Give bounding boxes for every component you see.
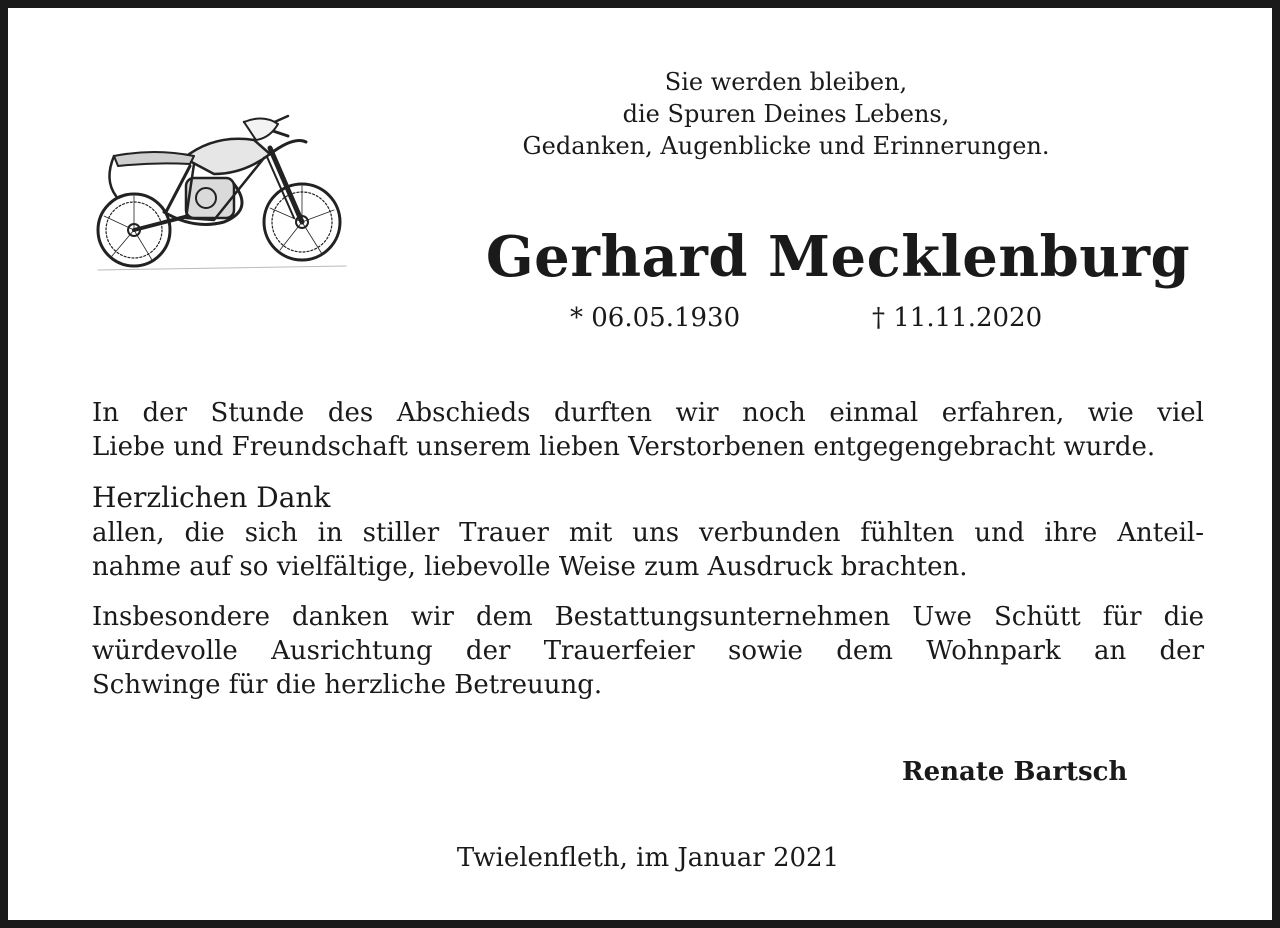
paragraph-line: In der Stunde des Abschieds durften wir noch einmal erfahren, wie viel <box>92 398 1204 428</box>
paragraph-line: allen, die sich in stiller Trauer mit uns verbunden fühlten und ihre Anteil- <box>92 518 1204 548</box>
deceased-name: Gerhard Mecklenburg <box>485 224 1191 290</box>
motorcycle-icon <box>94 100 350 278</box>
memorial-poem <box>448 66 1124 162</box>
paragraph-line: Schwinge für die herzliche Betreuung. <box>92 670 603 700</box>
paragraph-thanks <box>92 516 1204 584</box>
paragraph-farewell <box>92 396 1204 464</box>
death-date: † 11.11.2020 <box>872 303 1043 333</box>
thanks-heading: Herzlichen Dank <box>92 481 331 514</box>
birth-date: * 06.05.1930 <box>570 303 741 333</box>
paragraph-line: Insbesondere danken wir dem Bestattungsunternehmen Uwe Schütt für die <box>92 602 1204 632</box>
paragraph-line: nahme auf so vielfältige, liebevolle Weise zum Ausdruck brachten. <box>92 552 968 582</box>
poem-line: die Spuren Deines Lebens, <box>622 100 950 128</box>
signature: Renate Bartsch <box>902 757 1128 787</box>
poem-line: Gedanken, Augenblicke und Erinnerungen. <box>522 132 1050 160</box>
poem-line: Sie werden bleiben, <box>664 68 908 96</box>
paragraph-special-thanks <box>92 600 1204 702</box>
place-date: Twielenfleth, im Januar 2021 <box>456 843 840 873</box>
paragraph-line: würdevolle Ausrichtung der Trauerfeier sowie dem Wohnpark an der <box>92 636 1204 666</box>
paragraph-line: Liebe und Freundschaft unserem lieben Verstorbenen entgegengebracht wurde. <box>92 432 1156 462</box>
